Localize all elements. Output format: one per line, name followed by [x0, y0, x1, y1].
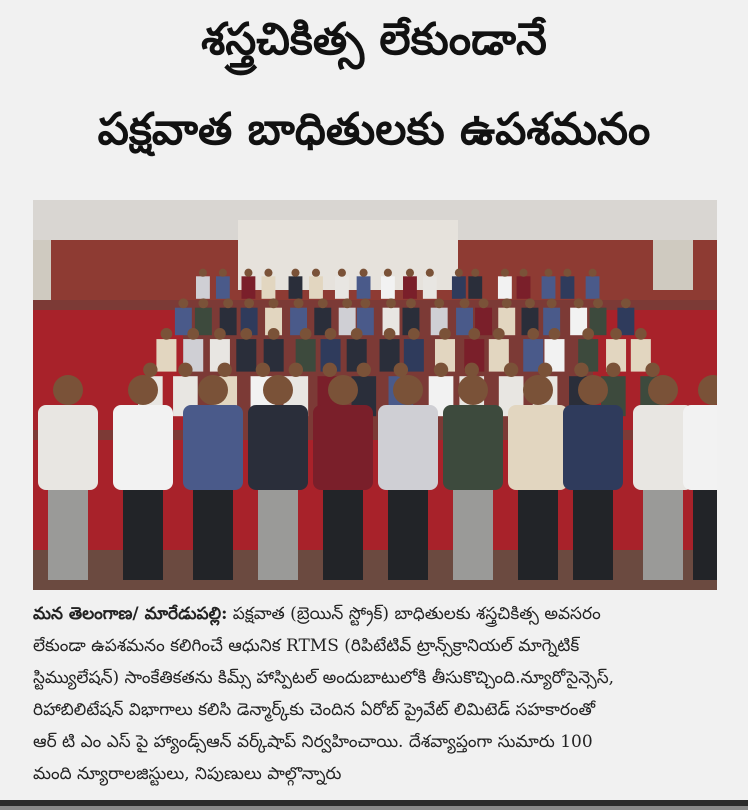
attendee-head [338, 269, 346, 277]
front-row-person [443, 405, 503, 490]
attendee-head [143, 363, 157, 377]
attendee-head [264, 269, 272, 277]
front-row-legs [123, 490, 163, 580]
attendee-body [236, 339, 256, 372]
attendee-body [403, 276, 417, 299]
front-row-person [378, 405, 438, 490]
attendee-head [300, 328, 312, 340]
article-body [33, 598, 723, 790]
dateline: మన తెలంగాణ/ మారేడుపల్లి: [33, 604, 228, 624]
front-row-head [53, 375, 83, 405]
attendee-head [256, 363, 270, 377]
attendee-head [574, 363, 588, 377]
attendee-head [178, 298, 188, 308]
front-row-head [328, 375, 358, 405]
attendee-head [549, 328, 561, 340]
front-row-head [198, 375, 228, 405]
attendee-head [645, 363, 659, 377]
attendee-body [423, 276, 437, 299]
attendee-head [504, 363, 518, 377]
attendee-head [593, 298, 603, 308]
attendee-head [244, 269, 252, 277]
attendee-head [294, 298, 304, 308]
attendee-head [199, 269, 207, 277]
attendee-head [544, 269, 552, 277]
front-row-person [313, 405, 373, 490]
attendee-head [244, 298, 254, 308]
attendee-head [525, 298, 535, 308]
front-row-legs [48, 490, 88, 580]
front-row-head [128, 375, 158, 405]
attendee-head [268, 328, 280, 340]
attendee-head [360, 269, 368, 277]
attendee-head [635, 328, 647, 340]
attendee-head [219, 269, 227, 277]
front-row-legs [643, 490, 683, 580]
attendee-head [323, 363, 337, 377]
front-row-person [563, 405, 623, 490]
attendee-head [223, 298, 233, 308]
attendee-head [519, 269, 527, 277]
attendee-body [517, 276, 531, 299]
article-text: పక్షవాత (బ్రెయిన్ స్ట్రోక్) బాధితులకు శస్త్రచికిత్స అవసరం [227, 604, 601, 624]
attendee-head [547, 298, 557, 308]
attendee-body [335, 276, 349, 299]
front-row-head [648, 375, 678, 405]
front-row-legs [323, 490, 363, 580]
headline-line-1: శస్త్రచికిత్స లేకుండానే [201, 14, 547, 65]
attendee-head [291, 269, 299, 277]
attendee-head [360, 298, 370, 308]
front-row-head [458, 375, 488, 405]
attendee-head [386, 298, 396, 308]
front-row-head [393, 375, 423, 405]
attendee-head [318, 298, 328, 308]
attendee-body [216, 276, 230, 299]
attendee-body [468, 276, 482, 299]
attendee-head [527, 328, 539, 340]
attendee-head [606, 363, 620, 377]
attendee-body [542, 276, 556, 299]
article-line: ఆర్ టి ఎం ఎస్ పై హ్యాండ్స్‌ఆన్ వర్క్‌షాప్ నిర్వహించాయి. దేశవ్యాప్తంగా సుమారు 100 [33, 732, 593, 752]
attendee-head [384, 328, 396, 340]
attendee-head [218, 363, 232, 377]
attendee-head [384, 269, 392, 277]
attendee-head [434, 363, 448, 377]
attendee-head [406, 269, 414, 277]
attendee-head [325, 328, 337, 340]
attendee-head [240, 328, 252, 340]
attendee-body [262, 276, 276, 299]
article-line: మంది న్యూరాలజిస్టులు, నిపుణులు పాల్గొన్నారు [33, 764, 342, 784]
front-row-person [38, 405, 98, 490]
attendee-head [351, 328, 363, 340]
attendee-head [479, 298, 489, 308]
attendee-head [465, 363, 479, 377]
attendee-head [406, 298, 416, 308]
attendee-body [586, 276, 600, 299]
attendee-head [471, 269, 479, 277]
attendee-body [156, 339, 176, 372]
front-row-legs [573, 490, 613, 580]
attendee-head [312, 269, 320, 277]
attendee-head [563, 269, 571, 277]
attendee-head [610, 328, 622, 340]
attendee-head [357, 363, 371, 377]
attendee-head [460, 298, 470, 308]
attendee-body [309, 276, 323, 299]
attendee-body [289, 276, 303, 299]
attendee-head [426, 269, 434, 277]
attendee-head [198, 298, 208, 308]
headline-line-2: పక్షవాత బాధితులకు ఉపశమనం [97, 104, 651, 155]
attendee-head [161, 328, 173, 340]
attendee-head [455, 269, 463, 277]
attendee-head [582, 328, 594, 340]
attendee-head [434, 298, 444, 308]
attendee-head [538, 363, 552, 377]
group-photo [33, 200, 717, 590]
front-row-person [248, 405, 308, 490]
bottom-border-shadow [0, 806, 748, 810]
attendee-head [468, 328, 480, 340]
group-photo-illustration [33, 200, 717, 590]
front-row-legs [388, 490, 428, 580]
front-row-legs [193, 490, 233, 580]
attendee-head [289, 363, 303, 377]
attendee-head [269, 298, 279, 308]
attendee-body [498, 276, 512, 299]
attendee-body [381, 276, 395, 299]
front-row-legs [453, 490, 493, 580]
article-line: రిహాబిలిటేషన్ విభాగాలు కలిసి డెన్మార్క్‌కు చెందిన ఏరోబ్ ప్రైవేట్ లిమిటెడ్ సహకారంతో [33, 700, 596, 720]
front-row-head [523, 375, 553, 405]
attendee-head [214, 328, 226, 340]
front-row-head [578, 375, 608, 405]
attendee-head [493, 328, 505, 340]
front-row-person [683, 405, 717, 490]
front-row-legs [518, 490, 558, 580]
attendee-head [589, 269, 597, 277]
article-line: స్టిమ్యులేషన్) సాంకేతికతను కిమ్స్ హాస్పిటల్ అందుబాటులోకి తీసుకొచ్చింది.న్యూరోసైన్సెస్, [33, 668, 615, 688]
article-line [33, 598, 723, 630]
front-row-person [113, 405, 173, 490]
attendee-head [501, 269, 509, 277]
attendee-head [621, 298, 631, 308]
attendee-head [439, 328, 451, 340]
front-row-legs [693, 490, 717, 580]
attendee-head [187, 328, 199, 340]
attendee-head [408, 328, 420, 340]
front-row-person [508, 405, 568, 490]
article-line: లేకుండా ఉపశమనం కలిగించే ఆధునిక RTMS (రిపిటేటివ్ ట్రాన్స్‌క్రానియల్ మాగ్నెటిక్ [33, 636, 580, 656]
attendee-head [502, 298, 512, 308]
attendee-head [178, 363, 192, 377]
front-row-legs [258, 490, 298, 580]
attendee-body [452, 276, 466, 299]
attendee-body [241, 276, 255, 299]
attendee-body [357, 276, 371, 299]
attendee-body [196, 276, 210, 299]
attendee-head [574, 298, 584, 308]
front-row-person [183, 405, 243, 490]
front-row-head [263, 375, 293, 405]
attendee-head [342, 298, 352, 308]
attendee-body [560, 276, 574, 299]
attendee-head [394, 363, 408, 377]
